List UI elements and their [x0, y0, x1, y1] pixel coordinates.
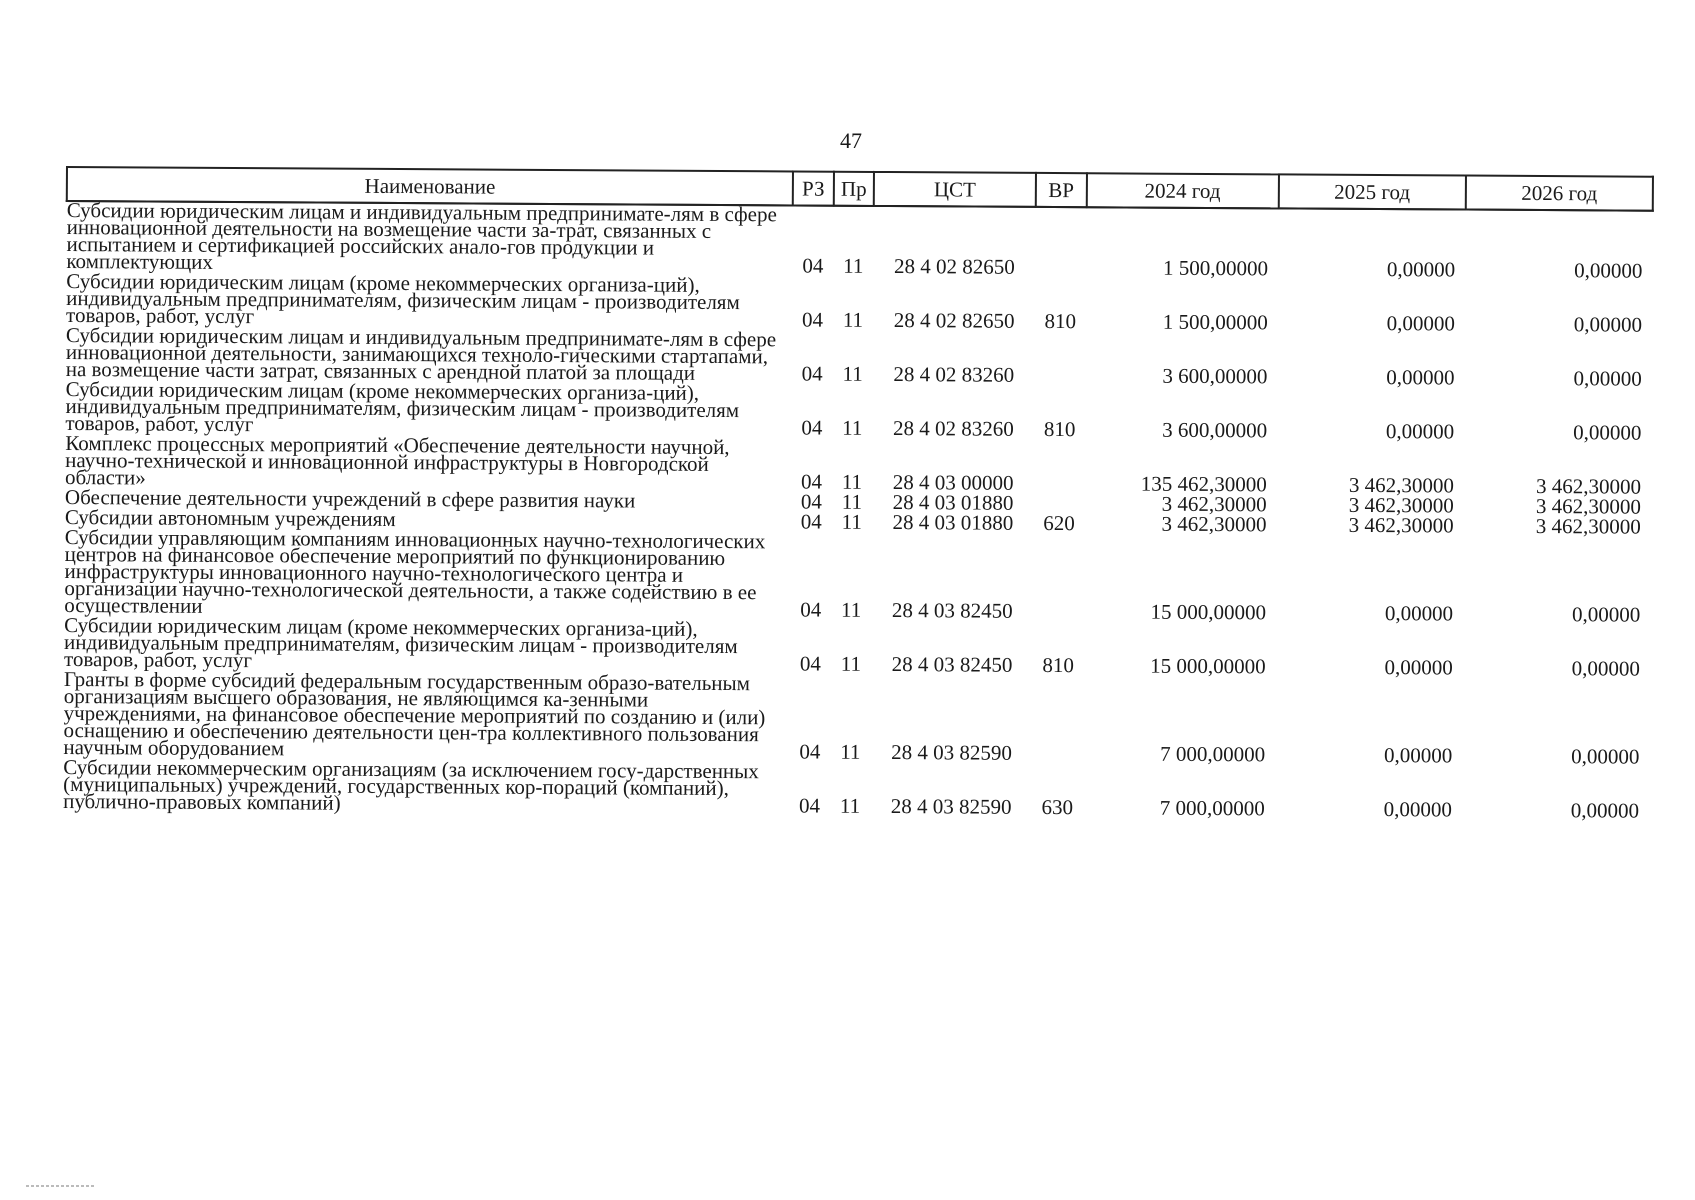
row-pr: 11 — [841, 597, 862, 622]
table-row — [64, 529, 1651, 627]
row-vr: 810 — [1043, 416, 1076, 442]
row-vr: 620 — [1043, 510, 1075, 536]
row-amount-2024: 1 500,00000 — [1162, 309, 1268, 335]
row-amount-2026: 3 462,30000 — [1535, 513, 1641, 539]
row-name: Обеспечение деятельности учреждений в сфере развития науки — [64, 485, 636, 513]
row-rz: 04 — [800, 469, 823, 494]
row-name: Комплекс процессных мероприятий «Обеспечение деятельности научной, научно-технической и инновационной инфраструктуры в Новгородской области» — [65, 431, 730, 490]
row-cst: 28 4 03 82590 — [890, 794, 1012, 819]
row-amount-2025: 0,00000 — [1383, 797, 1452, 822]
row-amount-2024: 3 600,00000 — [1162, 363, 1268, 389]
row-vr: 630 — [1041, 794, 1074, 820]
row-rz: 04 — [802, 253, 824, 278]
row-cst: 28 4 02 82650 — [893, 308, 1015, 333]
row-cst: 28 4 02 83260 — [893, 416, 1014, 441]
row-name: Субсидии некоммерческим организациям (за исключением госу-дарственных (муниципальных) учреждений, государственных кор-пораций (компаний), публично-правовых компаний) — [63, 754, 759, 815]
row-name: Субсидии юридическим лицам (кроме некоммерческих организа-ций), индивидуальным предпринимателям, физическим лицам - производителям товаров, работ, услуг — [66, 269, 740, 329]
row-amount-2026: 3 462,30000 — [1535, 473, 1642, 499]
header-pr: Пр — [833, 172, 874, 206]
row-name: Субсидии управляющим компаниям инновационных научно-технологических центров на финансовое обеспечение мероприятий по функционированию инфраструктуры инновационного научно-технологического центра и организации научно-технологической деятельности, а также содействию в ее осуществлении — [64, 524, 766, 618]
table-body — [63, 198, 1653, 823]
row-amount-2025: 0,00000 — [1383, 743, 1453, 768]
row-vr: 810 — [1044, 308, 1077, 334]
row-amount-2025: 0,00000 — [1385, 419, 1455, 444]
header-rz: РЗ — [793, 171, 834, 205]
row-amount-2026: 0,00000 — [1573, 420, 1642, 445]
row-amount-2024: 15 000,00000 — [1150, 653, 1266, 679]
row-rz: 04 — [801, 361, 823, 386]
row-amount-2025: 0,00000 — [1384, 601, 1454, 626]
row-pr: 11 — [839, 793, 861, 818]
budget-table — [62, 166, 1654, 823]
row-amount-2026: 0,00000 — [1573, 312, 1643, 337]
row-cst: 28 4 03 01880 — [892, 490, 1014, 515]
row-vr — [1034, 441, 1085, 495]
table-row — [63, 759, 1649, 823]
row-amount-2026: 0,00000 — [1571, 744, 1640, 769]
row-name: Гранты в форме субсидий федеральным государственным образо-вательным организациям высшего образования, не являющимся ка-зенными учреждениями, на финансовое обеспечение мероприятий по созданию и (или) оснащению и обеспечению деятельности цен-тра коллективного пользования научным оборудованием — [63, 666, 766, 761]
row-rz: 04 — [799, 739, 821, 764]
row-amount-2025: 0,00000 — [1386, 257, 1456, 282]
row-pr: 11 — [841, 469, 863, 494]
row-amount-2024: 3 600,00000 — [1162, 417, 1268, 443]
row-name: Субсидии юридическим лицам (кроме некоммерческих организа-ций), индивидуальным предпринимателям, физическим лицам - производителям товаров, работ, услуг — [63, 612, 738, 673]
row-amount-2024: 3 462,30000 — [1161, 511, 1267, 537]
row-amount-2026: 0,00000 — [1573, 366, 1642, 391]
row-amount-2025: 3 462,30000 — [1348, 492, 1454, 518]
row-vr — [1032, 677, 1083, 765]
header-2026: 2026 год — [1466, 176, 1653, 211]
row-amount-2024: 135 462,30000 — [1140, 471, 1267, 497]
row-pr: 11 — [842, 307, 864, 332]
row-name: Субсидии юридическим лицам и индивидуальным предпринимате-лям в сфере инновационной деятельности, занимающихся техноло-гическими стартапами, на возмещение части затрат, связанных с арендной платой за площади — [65, 323, 777, 385]
row-amount-2024: 7 000,00000 — [1160, 741, 1266, 767]
row-rz: 04 — [798, 793, 821, 818]
row-pr: 11 — [841, 489, 863, 514]
row-name: Субсидии юридическим лицам и индивидуальным предпринимате-лям в сфере инновационной деятельности на возмещение части за-трат, связанных с испытанием и сертификацией российских анало-гов продукции и комплектующих — [66, 198, 777, 274]
row-pr: 11 — [842, 415, 863, 440]
row-cst: 28 4 02 82650 — [894, 254, 1015, 279]
table-row — [63, 671, 1650, 769]
row-rz: 04 — [800, 509, 822, 534]
row-amount-2026: 0,00000 — [1571, 656, 1641, 681]
row-rz: 04 — [801, 415, 823, 440]
header-vr: ВР — [1036, 173, 1087, 207]
row-cst: 28 4 03 00000 — [892, 470, 1014, 495]
row-vr: 810 — [1042, 652, 1075, 678]
row-rz: 04 — [799, 651, 822, 676]
row-cst: 28 4 02 83260 — [893, 362, 1015, 387]
row-cst: 28 4 03 01880 — [892, 510, 1014, 535]
row-cst: 28 4 03 82450 — [891, 652, 1013, 677]
row-rz: 04 — [801, 307, 824, 332]
header-2025: 2025 год — [1278, 174, 1465, 209]
row-name: Субсидии юридическим лицам (кроме некоммерческих организа-ций), индивидуальным предпринимателям, физическим лицам - производителям товаров, работ, услуг — [65, 377, 740, 437]
row-amount-2026: 0,00000 — [1571, 602, 1641, 627]
row-cst: 28 4 03 82450 — [891, 598, 1013, 623]
row-pr: 11 — [841, 509, 862, 534]
row-amount-2024: 1 500,00000 — [1163, 255, 1269, 281]
row-vr — [1035, 207, 1086, 279]
scan-artifact — [26, 1185, 96, 1187]
row-pr: 11 — [840, 651, 862, 676]
row-amount-2024: 15 000,00000 — [1150, 599, 1267, 625]
row-amount-2025: 0,00000 — [1386, 365, 1455, 390]
header-name: Наименование — [67, 167, 793, 205]
page-number: 47 — [840, 128, 862, 153]
row-amount-2026: 0,00000 — [1570, 798, 1640, 823]
row-cst: 28 4 03 82590 — [891, 740, 1012, 765]
row-rz: 04 — [800, 489, 822, 514]
row-amount-2025: 0,00000 — [1386, 311, 1455, 336]
row-amount-2024: 7 000,00000 — [1159, 795, 1265, 821]
row-vr — [1035, 333, 1086, 387]
row-amount-2024: 3 462,30000 — [1161, 491, 1267, 517]
header-cst: ЦСТ — [874, 172, 1036, 207]
row-amount-2026: 0,00000 — [1574, 258, 1643, 283]
row-rz: 04 — [800, 597, 822, 622]
row-pr: 11 — [843, 253, 864, 278]
row-name: Субсидии автономным учреждениям — [64, 504, 396, 532]
row-amount-2025: 3 462,30000 — [1348, 512, 1454, 538]
row-amount-2025: 0,00000 — [1384, 655, 1453, 680]
header-2024: 2024 год — [1086, 173, 1278, 208]
row-pr: 11 — [840, 739, 861, 764]
row-amount-2025: 3 462,30000 — [1348, 472, 1454, 498]
row-pr: 11 — [842, 361, 863, 386]
row-vr — [1033, 535, 1084, 623]
row-amount-2026: 3 462,30000 — [1535, 493, 1642, 519]
